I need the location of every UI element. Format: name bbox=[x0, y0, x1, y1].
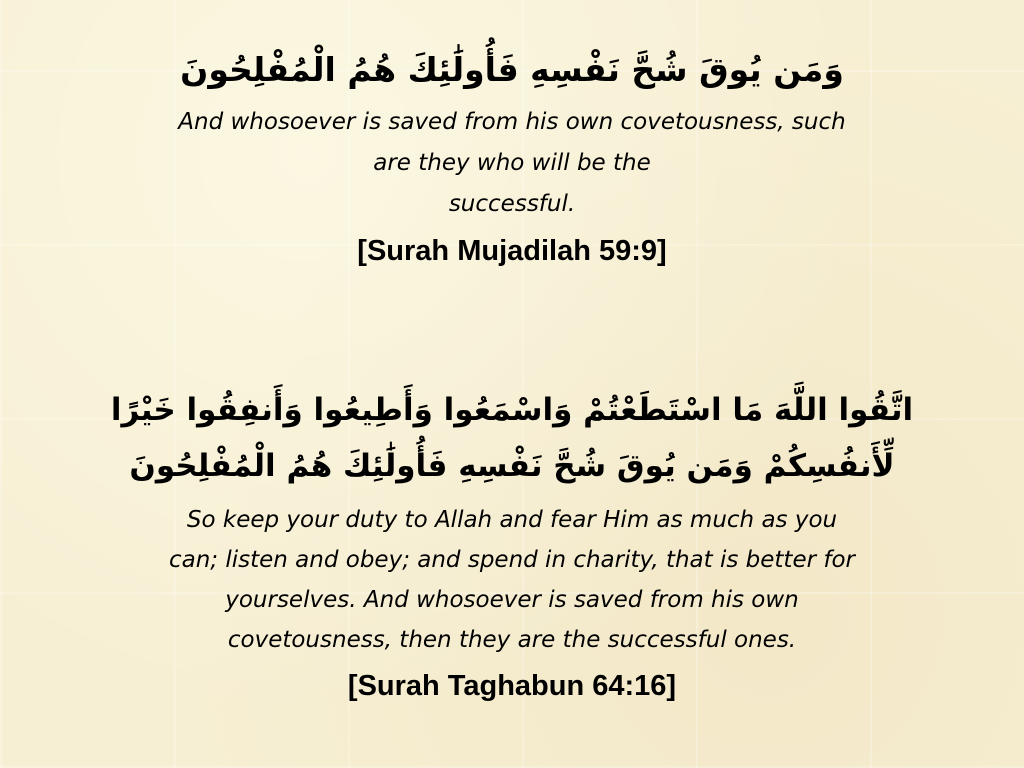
verse-reference: [Surah Taghabun 64:16] bbox=[347, 670, 677, 702]
translation-line: can; listen and obey; and spend in charity, that is better for bbox=[168, 547, 855, 573]
english-translation bbox=[112, 102, 912, 225]
verse-block-taghabun bbox=[100, 382, 924, 710]
translation-line: yourselves. And whosoever is saved from his own bbox=[225, 587, 799, 613]
translation-line: So keep your duty to Allah and fear Him as much as you bbox=[186, 507, 838, 533]
translation-line: And whosoever is saved from his own covetousness, such bbox=[178, 109, 846, 135]
arabic-verse bbox=[100, 382, 924, 494]
translation-line: covetousness, then they are the successful ones. bbox=[227, 627, 797, 653]
verse-reference: [Surah Mujadilah 59:9] bbox=[357, 235, 667, 267]
arabic-verse: وَمَن يُوقَ شُحَّ نَفْسِهِ فَأُولَٰئِكَ هُمُ الْمُفْلِحُونَ bbox=[180, 50, 844, 89]
verse-block-mujadilah bbox=[110, 38, 914, 275]
arabic-line: لِّأَنفُسِكُمْ وَمَن يُوقَ شُحَّ نَفْسِهِ فَأُولَٰئِكَ هُمُ الْمُفْلِحُونَ bbox=[129, 448, 895, 484]
arabic-line: اتَّقُوا اللَّهَ مَا اسْتَطَعْتُمْ وَاسْمَعُوا وَأَطِيعُوا وَأَنفِقُوا خَيْرًا bbox=[110, 392, 914, 428]
english-translation bbox=[100, 500, 924, 660]
translation-line: successful. bbox=[448, 191, 576, 217]
translation-line: are they who will be the bbox=[373, 150, 651, 176]
